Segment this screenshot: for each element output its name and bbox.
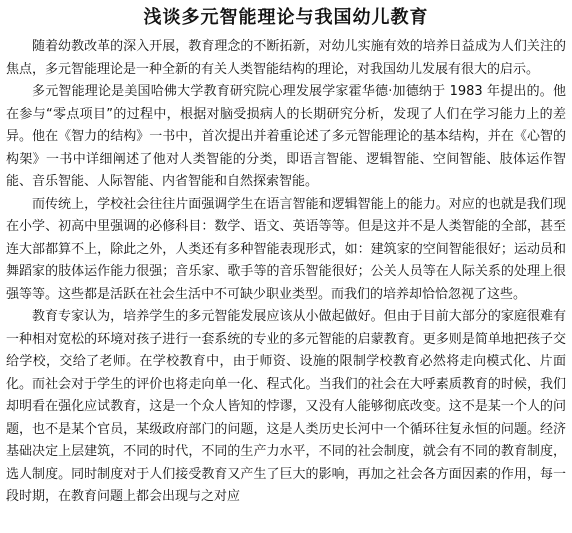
paragraph-expert-opinion: 教育专家认为，培养学生的多元智能发展应该从小做起做好。但由于目前大部分的家庭很难有一种相对宽松的环境对孩子进行一套系统的专业的多元智能的启蒙教育。更多则是简单地把孩子交给学校，交给了老师。在学校教育中，由于师资、设施的限制学校教育必然将走向模式化、片面化。而社会对于学生的评价也将走向单一化、程式化。当我们的社会在大呼素质教育的时候，我们却明看在强化应试教育，这是一个众人皆知的悖谬，又没有人能够彻底改变。这不是某一个人的问题，也不是某个官员，某级政府部门的问题，这是人类历史长河中一个循环往复永恒的问题。经济基础决定上层建筑，不同的时代，不同的生产力水平，不同的社会制度，就会有不同的教育制度，选人制度。同时制度对于人们接受教育又产生了巨大的影响，再加之社会各方面因素的作用，每一段时期，在教育问题上都会出现与之对应 [6,309,566,504]
article-title: 浅谈多元智能理论与我国幼儿教育 [143,7,429,28]
paragraph-traditional-view: 而传统上，学校社会往往片面强调学生在语言智能和逻辑智能上的能力。对应的也就是我们现在小学、初高中里强调的必修科目：数学、语文、英语等等。但是这并不是人类智能的全部，甚至连大部都算不上，除此之外，人类还有多种智能表现形式，如：建筑家的空间智能很好；运动员和舞蹈家的肢体运作能力很强；音乐家、歌手等的音乐智能很好；公关人员等在人际关系的处理上很强等等。这些都是活跃在社会生活中不可缺少职业类型。而我们的培养却恰恰忽视了这些。 [6,196,566,302]
paragraph-theory-origin: 多元智能理论是美国哈佛大学教育研究院心理发展学家霍华德·加德纳于 1983 年提出的。他在参与“零点项目”的过程中，根据对脑受损病人的长期研究分析，发现了人们在学习能力上的差异。他在《智力的结构》一书中，首次提出并着重论述了多元智能理论的基本结构，并在《心智的构架》一书中详细阐述了他对人类智能的分类，即语言智能、逻辑智能、空间智能、肢体运作智能、音乐智能、人际智能、内省智能和自然探索智能。 [6,84,566,189]
paragraph-intro: 随着幼教改革的深入开展，教育理念的不断拓新，对幼儿实施有效的培养日益成为人们关注的焦点，多元智能理论是一种全新的有关人类智能结构的理论，对我国幼儿发展有很大的启示。 [6,39,566,77]
